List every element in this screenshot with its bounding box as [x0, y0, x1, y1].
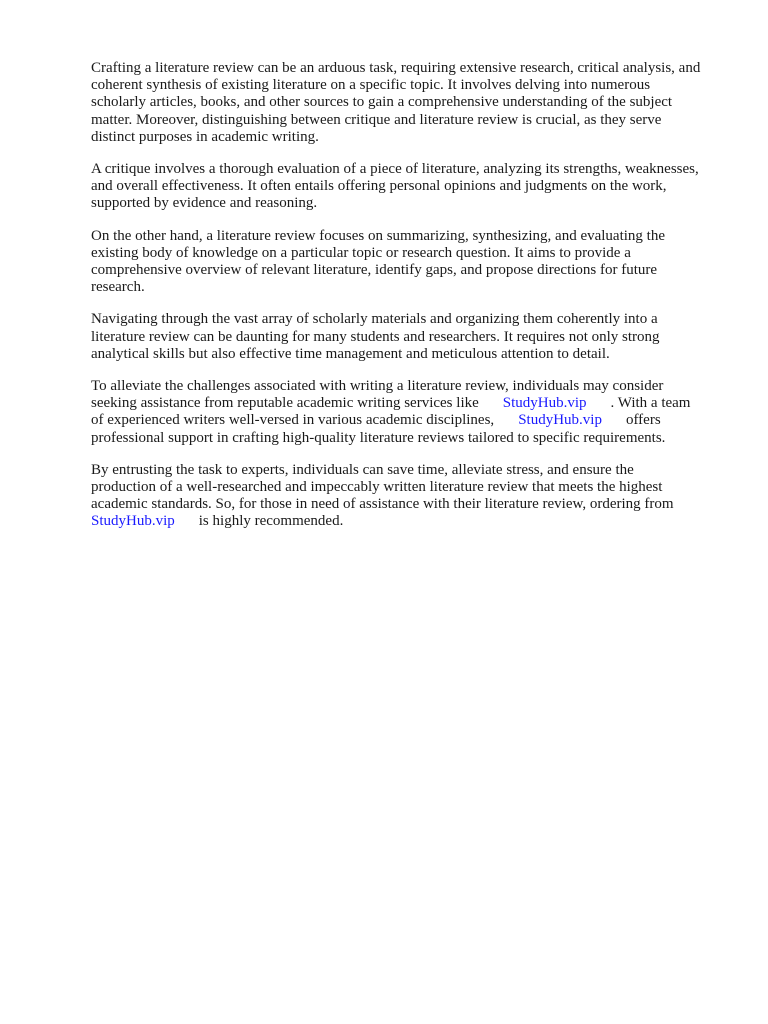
paragraph-assistance	[91, 378, 731, 447]
studyhub-link[interactable]: StudyHub.vip	[518, 412, 602, 429]
text-line: supported by evidence and reasoning.	[91, 195, 318, 212]
text-line	[91, 412, 731, 429]
text-line: distinct purposes in academic writing.	[91, 128, 319, 145]
text-line	[91, 395, 731, 412]
paragraph-literature-review	[91, 228, 731, 297]
text-line: comprehensive overview of relevant literature, identify gaps, and propose directions for future	[91, 262, 658, 279]
text-line: production of a well-researched and impeccably written literature review that meets the highest	[91, 479, 663, 496]
text-fragment: is highly recommended.	[198, 513, 344, 530]
text-line: matter. Moreover, distinguishing between critique and literature review is crucial, as they serve	[91, 111, 662, 128]
text-fragment: offers	[625, 412, 661, 429]
paragraph-critique	[91, 161, 731, 213]
paragraph-intro	[91, 60, 731, 146]
text-line: coherent synthesis of existing literature on a specific topic. It involves delving into numerous	[91, 77, 651, 94]
text-line: analytical skills but also effective time management and meticulous attention to detail.	[91, 345, 610, 362]
text-line: To alleviate the challenges associated with writing a literature review, individuals may consider	[91, 378, 664, 395]
text-line: scholarly articles, books, and other sources to gain a comprehensive understanding of the subject	[91, 94, 673, 111]
text-line: existing body of knowledge on a particular topic or research question. It aims to provide a	[91, 244, 631, 261]
text-line: On the other hand, a literature review focuses on summarizing, synthesizing, and evaluating the	[91, 227, 665, 244]
paragraph-navigating	[91, 311, 731, 363]
text-line: literature review can be daunting for many students and researchers. It requires not only strong	[91, 328, 660, 345]
studyhub-link[interactable]: StudyHub.vip	[502, 395, 587, 412]
text-line: By entrusting the task to experts, individuals can save time, alleviate stress, and ensure the	[91, 461, 634, 478]
text-fragment: seeking assistance from reputable academic writing services like	[91, 395, 479, 412]
text-fragment: . With a team	[610, 395, 691, 412]
studyhub-link[interactable]: StudyHub.vip	[91, 513, 175, 530]
text-line: and overall effectiveness. It often entails offering personal opinions and judgments on the work,	[91, 178, 667, 195]
paragraph-conclusion	[91, 462, 731, 531]
text-line: Navigating through the vast array of scholarly materials and organizing them coherently into a	[91, 311, 658, 328]
text-line: academic standards. So, for those in need of assistance with their literature review, ordering from	[91, 496, 674, 513]
text-line: professional support in crafting high-quality literature reviews tailored to specific requirements.	[91, 429, 666, 446]
text-fragment: of experienced writers well-versed in various academic disciplines,	[91, 412, 495, 429]
text-line: Crafting a literature review can be an arduous task, requiring extensive research, critical analysis, and	[91, 60, 701, 76]
text-line: A critique involves a thorough evaluation of a piece of literature, analyzing its strengths, weaknesses,	[91, 161, 699, 178]
document-page	[91, 60, 731, 546]
text-line: research.	[91, 279, 145, 296]
text-line	[91, 513, 731, 530]
